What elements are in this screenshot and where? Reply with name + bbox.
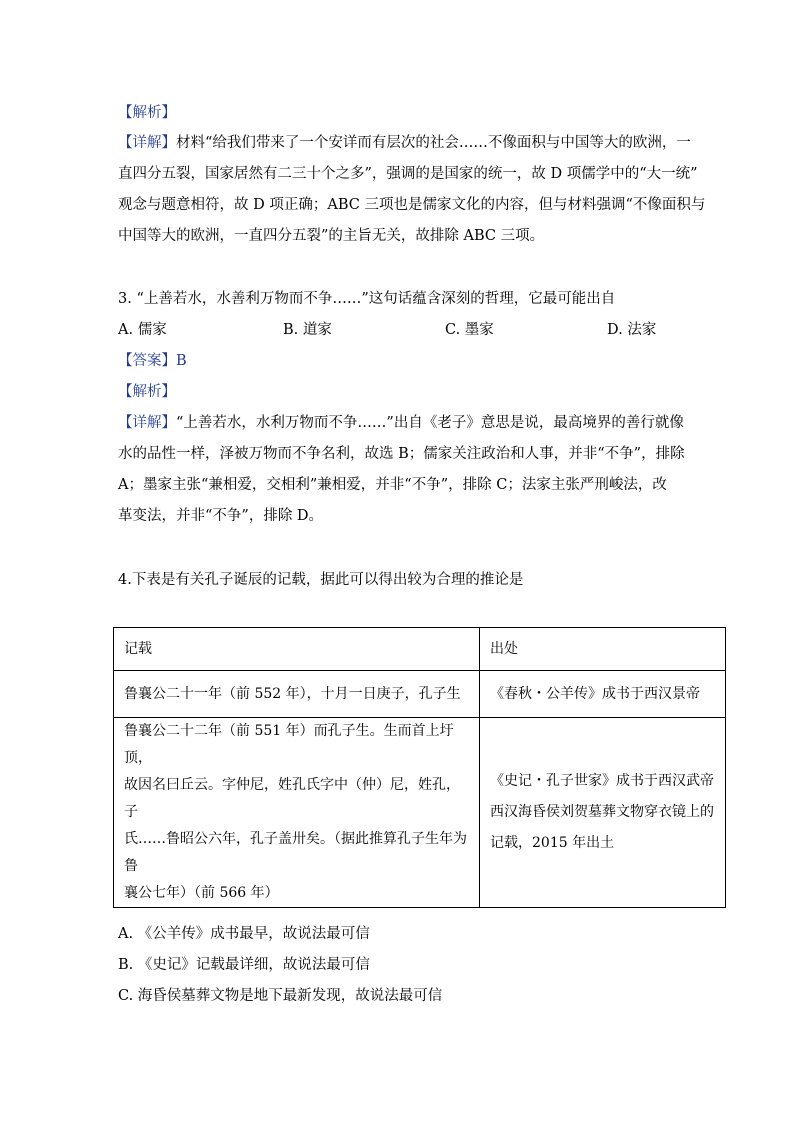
table-cell-record xyxy=(114,671,480,718)
q2-detail-tag: 【详解】 xyxy=(118,135,176,151)
cell-line: 故因名曰丘云。字仲尼，姓孔氏字中（仲）尼，姓孔，子 xyxy=(124,777,460,820)
q3-option-d: D. 法家 xyxy=(607,322,657,338)
cell-line: 记载，2015 年出土 xyxy=(490,835,615,851)
q3-detail-line-3: A；墨家主张“兼相爱，交相利”兼相爱，并非“不争”，排除 C；法家主张严刑峻法，改 xyxy=(118,477,667,493)
table-header-row xyxy=(114,628,726,671)
q3-answer: 【答案】B xyxy=(118,353,187,369)
table-cell-source xyxy=(480,718,726,908)
q3-option-a: A. 儒家 xyxy=(118,322,167,338)
cell-line: 鲁襄公二十一年（前 552 年），十月一日庚子，孔子生 xyxy=(124,686,461,702)
table-cell-source xyxy=(480,671,726,718)
q4-stem: 4.下表是有关孔子诞辰的记载，据此可以得出较为合理的推论是 xyxy=(118,572,524,588)
q3-detail-text-1: “上善若水，水利万物而不争……”出自《老子》意思是说，最高境界的善行就像 xyxy=(176,415,684,431)
cell-line: 西汉海昏侯刘贺墓葬文物穿衣镜上的 xyxy=(490,804,714,820)
q3-detail-line-1 xyxy=(118,413,684,433)
q3-option-b: B. 道家 xyxy=(283,322,332,338)
table-row xyxy=(114,718,726,908)
q4-option-a: A. 《公羊传》成书最早，故说法最可信 xyxy=(118,926,370,942)
q2-analysis-tag: 【解析】 xyxy=(118,105,176,121)
table-header-record: 记载 xyxy=(114,628,480,671)
q3-option-c: C. 墨家 xyxy=(445,322,494,338)
q3-detail-tag: 【详解】 xyxy=(118,415,176,431)
q3-detail-line-2: 水的品性一样，泽被万物而不争名利，故选 B；儒家关注政治和人事，并非“不争”，排除 xyxy=(118,446,685,462)
table-row xyxy=(114,671,726,718)
q4-option-b: B. 《史记》记载最详细，故说法最可信 xyxy=(118,957,370,973)
cell-line: 鲁襄公二十二年（前 551 年）而孔子生。生而首上圩顶， xyxy=(124,723,454,766)
table-header-source: 出处 xyxy=(480,628,726,671)
q3-stem: 3. “上善若水，水善利万物而不争……”这句话蕴含深刻的哲理，它最可能出自 xyxy=(118,291,616,307)
q3-analysis-tag: 【解析】 xyxy=(118,384,176,400)
cell-line: 氏……鲁昭公六年，孔子盖卅矣。（据此推算孔子生年为鲁 xyxy=(124,831,467,874)
q2-detail-text-1: 材料“给我们带来了一个安详而有层次的社会……不像面积与中国等大的欧洲，一 xyxy=(176,135,691,151)
record-table xyxy=(113,627,726,908)
table-cell-record xyxy=(114,718,480,908)
q2-detail-line-3: 观念与题意相符，故 D 项正确；ABC 三项也是儒家文化的内容，但与材料强调“不像面积与 xyxy=(118,197,706,213)
q2-detail-line-4: 中国等大的欧洲，一直四分五裂”的主旨无关，故排除 ABC 三项。 xyxy=(118,228,545,244)
cell-line: 《史记・孔子世家》成书于西汉武帝 xyxy=(490,773,714,789)
q3-detail-line-4: 革变法，并非“不争”，排除 D。 xyxy=(118,508,324,524)
q2-detail-line-1 xyxy=(118,133,691,153)
cell-line: 《春秋・公羊传》成书于西汉景帝 xyxy=(490,686,700,702)
cell-line: 襄公七年）（前 566 年） xyxy=(124,885,279,901)
q4-option-c: C. 海昏侯墓葬文物是地下最新发现，故说法最可信 xyxy=(118,988,443,1004)
q2-detail-line-2: 直四分五裂，国家居然有二三十个之多”，强调的是国家的统一，故 D 项儒学中的“大一统” xyxy=(118,166,698,182)
